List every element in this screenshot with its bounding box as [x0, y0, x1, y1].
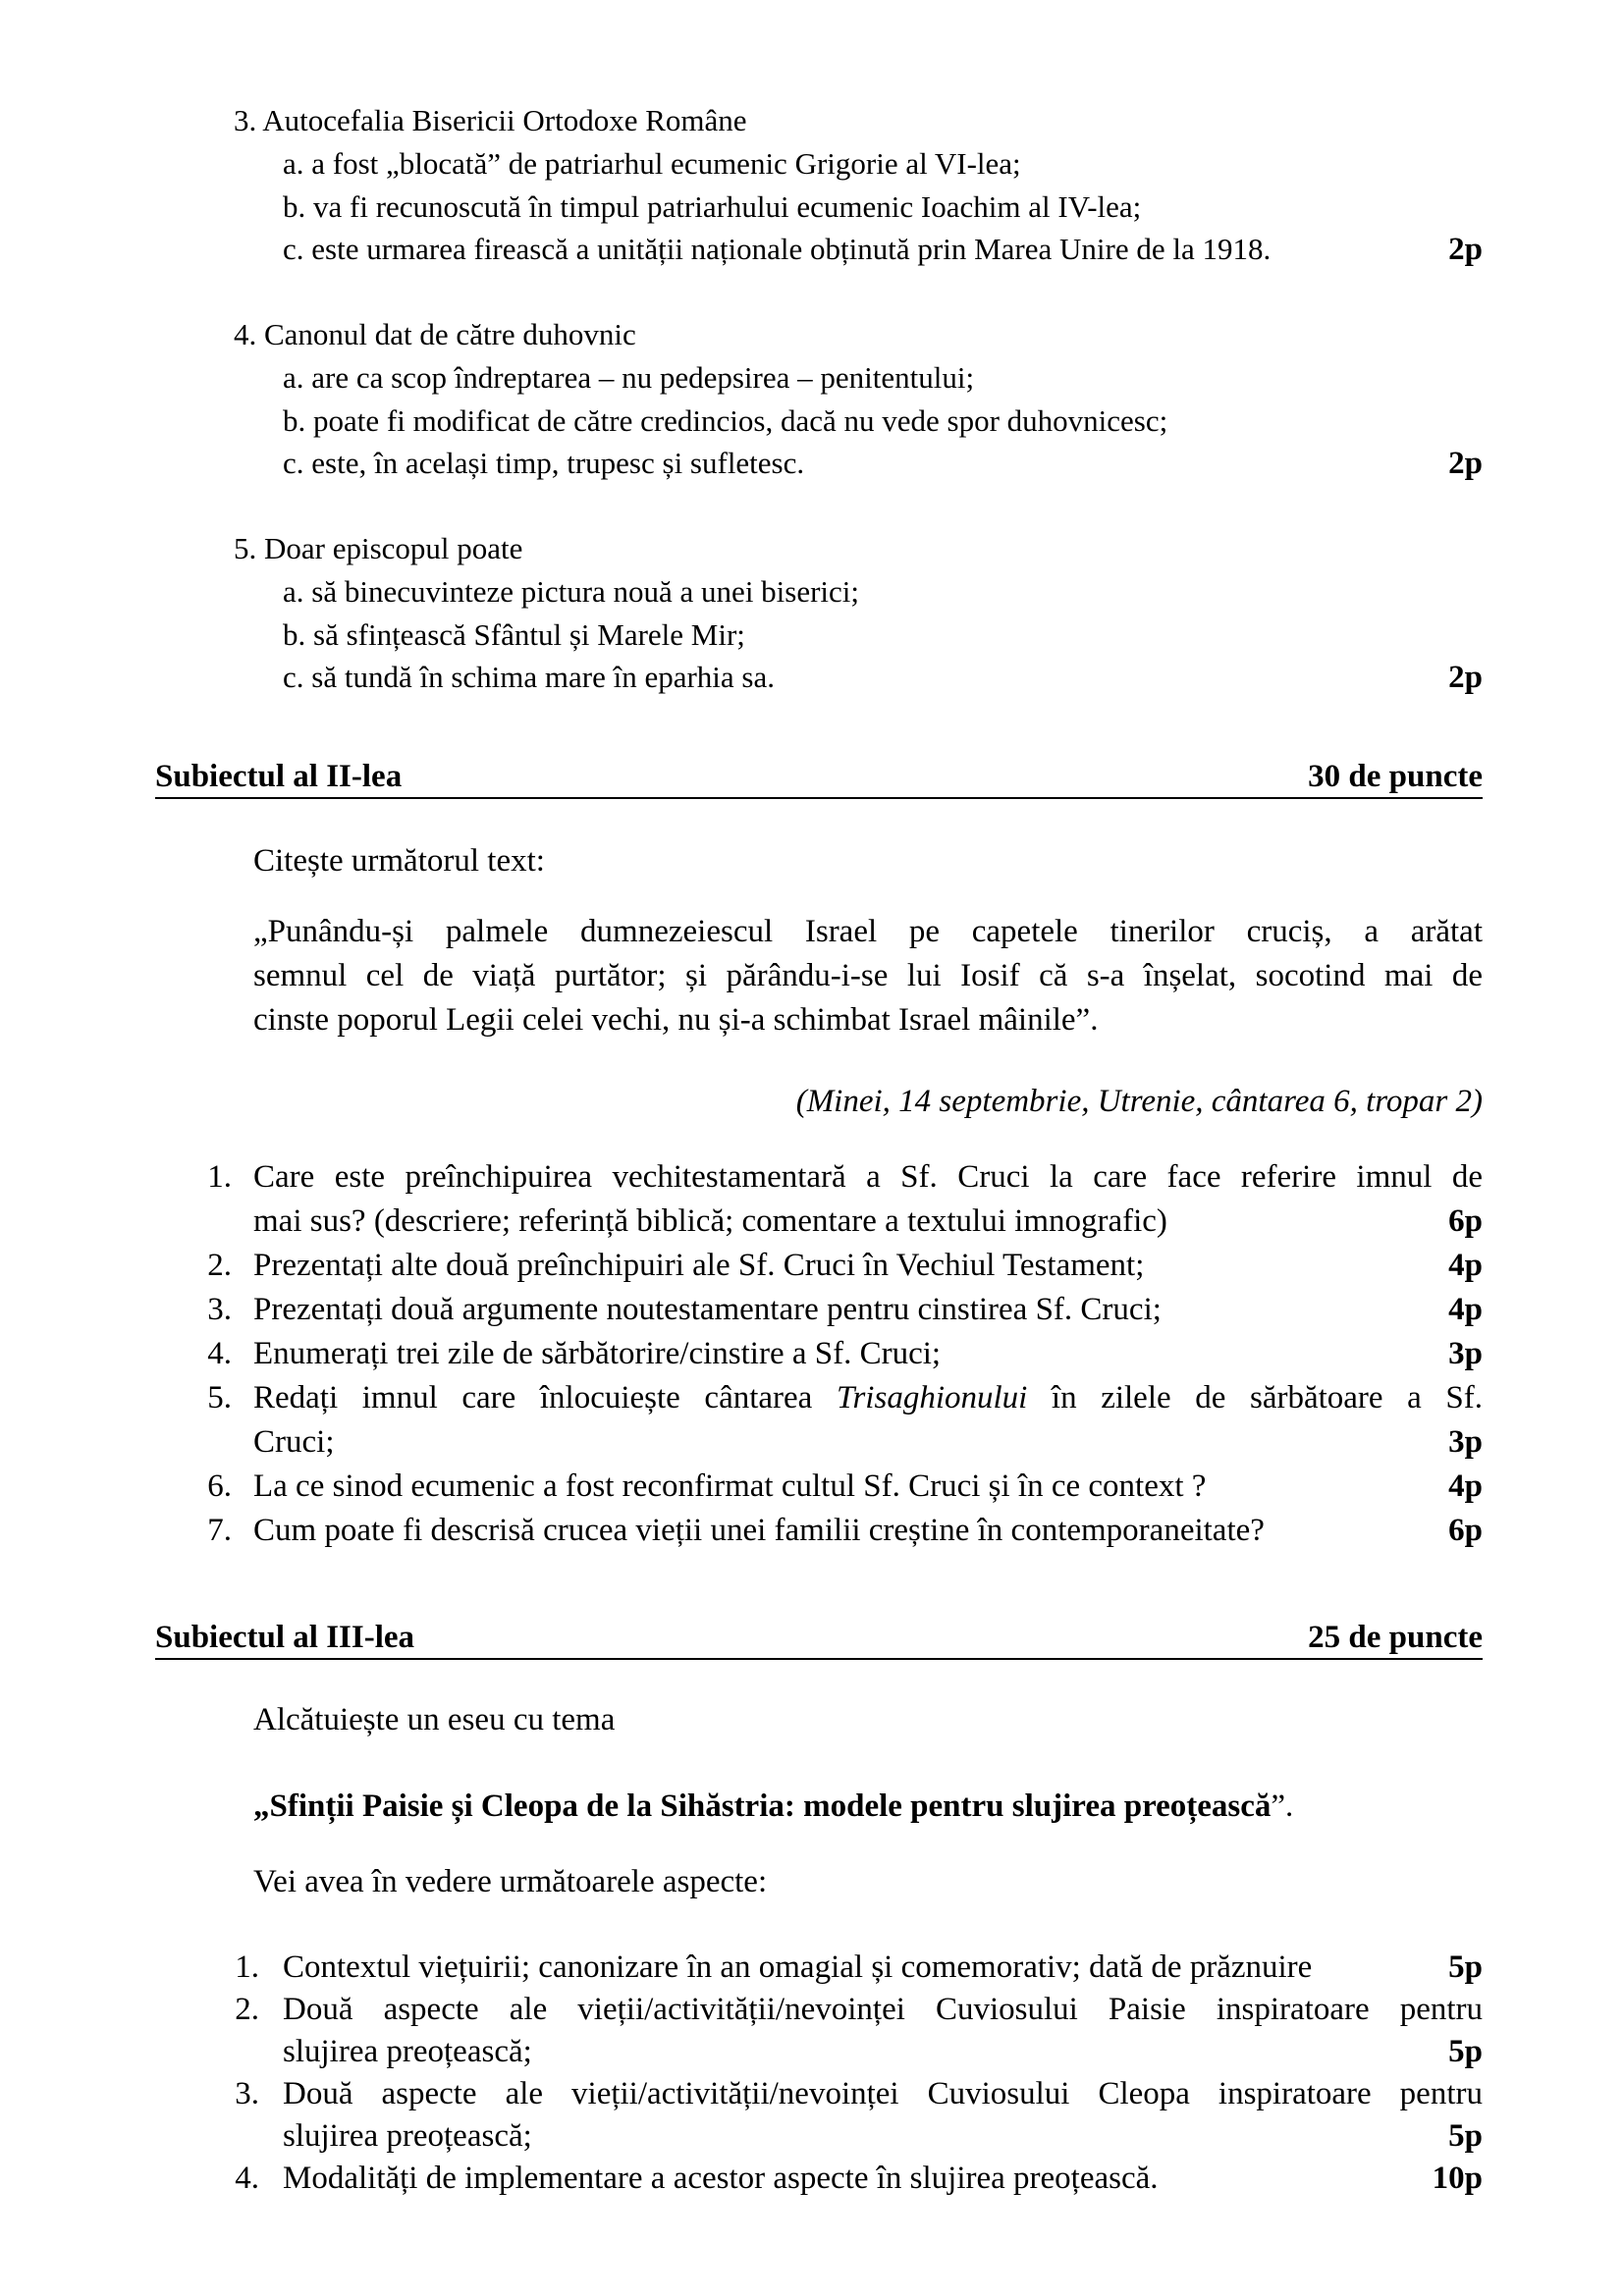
- quote-line-2: semnul cel de viață purtător; și părându-i-se lui Iosif că s-a înșelat, socotind mai de: [253, 958, 1483, 993]
- s2-item-1-line-1: Care este preînchipuirea vechitestamentară a Sf. Cruci la care face referire imnul de: [253, 1159, 1483, 1195]
- s2-item-6-points: 4p: [1448, 1468, 1483, 1504]
- quote-line-3: cinste poporul Legii celei vechi, nu și-a schimbat Israel mâinile”.: [253, 1002, 1099, 1038]
- question-4-points: 2p: [1448, 446, 1483, 481]
- question-4-option-c: c. este, în același timp, trupesc și sufletesc.: [283, 446, 805, 480]
- section-2-title: Subiectul al II-lea: [155, 759, 403, 794]
- question-3-title: 3. Autocefalia Bisericii Ortodoxe Române: [234, 103, 747, 137]
- s2-item-5-italic-term: Trisaghionului: [836, 1380, 1028, 1415]
- s2-item-2-text: Prezentați alte două preînchipuiri ale Sf. Cruci în Vechiul Testament;: [253, 1248, 1145, 1283]
- s2-item-2-points: 4p: [1448, 1248, 1483, 1283]
- s3-item-2-points: 5p: [1448, 2034, 1483, 2069]
- question-3-option-a: a. a fost „blocată” de patriarhul ecumenic Grigorie al VI-lea;: [283, 146, 1021, 181]
- s3-item-3-line-2: slujirea preoțească;: [283, 2118, 532, 2154]
- question-5-option-a: a. să binecuvinteze pictura nouă a unei biserici;: [283, 574, 860, 609]
- s2-item-6-number: 6.: [207, 1468, 232, 1504]
- s2-item-5-line-1: [253, 1376, 1483, 1419]
- s2-item-7-number: 7.: [207, 1513, 232, 1548]
- section-3-header: [155, 1615, 1483, 1660]
- essay-theme-title: „Sfinții Paisie și Cleopa de la Sihăstria: modele pentru slujirea preoțească: [253, 1789, 1272, 1824]
- question-5-title: 5. Doar episcopul poate: [234, 531, 523, 565]
- s2-item-1-points: 6p: [1448, 1203, 1483, 1239]
- s3-item-3-line-1: Două aspecte ale vieții/activității/nevoinței Cuviosului Cleopa inspiratoare pentru: [283, 2076, 1483, 2111]
- s3-item-2-line-2: slujirea preoțească;: [283, 2034, 532, 2069]
- s3-item-1-points: 5p: [1448, 1949, 1483, 1985]
- s2-item-5-points: 3p: [1448, 1424, 1483, 1460]
- s2-item-1-number: 1.: [207, 1159, 232, 1195]
- s2-item-5-text-a: Redați imnul care înlocuiește cântarea: [253, 1380, 837, 1415]
- question-4-option-a: a. are ca scop îndreptarea – nu pedepsirea – penitentului;: [283, 360, 975, 395]
- question-5-option-c: c. să tundă în schima mare în eparhia sa.: [283, 660, 775, 694]
- essay-theme: [253, 1785, 1293, 1828]
- section-3-points: 25 de puncte: [1308, 1620, 1483, 1655]
- s3-item-2-number: 2.: [235, 1992, 259, 2027]
- s2-item-7-points: 6p: [1448, 1513, 1483, 1548]
- question-3-option-b: b. va fi recunoscută în timpul patriarhului ecumenic Ioachim al IV-lea;: [283, 189, 1142, 224]
- s3-item-4-number: 4.: [235, 2161, 259, 2196]
- section-2-points: 30 de puncte: [1308, 759, 1483, 794]
- s3-item-4-text: Modalități de implementare a acestor aspecte în slujirea preoțească.: [283, 2161, 1159, 2196]
- section-3-title: Subiectul al III-lea: [155, 1620, 415, 1655]
- s2-item-5-line-2: Cruci;: [253, 1424, 335, 1460]
- s2-item-1-line-2: mai sus? (descriere; referință biblică; comentare a textului imnografic): [253, 1203, 1167, 1239]
- s3-item-4-points: 10p: [1432, 2161, 1483, 2196]
- s3-item-1-number: 1.: [235, 1949, 259, 1985]
- s2-item-3-points: 4p: [1448, 1292, 1483, 1327]
- question-4-title: 4. Canonul dat de către duhovnic: [234, 317, 636, 351]
- s3-item-2-line-1: Două aspecte ale vieții/activității/nevoinței Cuviosului Paisie inspiratoare pentru: [283, 1992, 1483, 2027]
- question-5-points: 2p: [1448, 660, 1483, 695]
- essay-theme-end: ”.: [1271, 1789, 1294, 1824]
- s2-item-5-text-b: în zilele de sărbătoare a Sf.: [1027, 1380, 1484, 1415]
- question-4-option-b: b. poate fi modificat de către credincios, dacă nu vede spor duhovnicesc;: [283, 403, 1168, 438]
- s2-item-4-text: Enumerați trei zile de sărbătorire/cinstire a Sf. Cruci;: [253, 1336, 942, 1371]
- section-2-intro: Citește următorul text:: [253, 843, 545, 879]
- s2-item-3-text: Prezentați două argumente noutestamentare pentru cinstirea Sf. Cruci;: [253, 1292, 1162, 1327]
- s3-item-1-text: Contextul viețuirii; canonizare în an omagial și comemorativ; dată de prăznuire: [283, 1949, 1313, 1985]
- s3-item-3-points: 5p: [1448, 2118, 1483, 2154]
- s2-item-4-points: 3p: [1448, 1336, 1483, 1371]
- s3-item-3-number: 3.: [235, 2076, 259, 2111]
- question-3-option-c: c. este urmarea firească a unității naționale obținută prin Marea Unire de la 1918.: [283, 232, 1272, 266]
- quote-source: (Minei, 14 septembrie, Utrenie, cântarea 6, tropar 2): [795, 1084, 1483, 1119]
- quote-line-1: „Punându-și palmele dumnezeiescul Israel pe capetele tinerilor cruciș, a arătat: [253, 914, 1483, 949]
- section-3-intro: Alcătuiește un eseu cu tema: [253, 1702, 616, 1737]
- question-5-option-b: b. să sfințească Sfântul și Marele Mir;: [283, 617, 745, 652]
- s2-item-6-text: La ce sinod ecumenic a fost reconfirmat cultul Sf. Cruci și în ce context ?: [253, 1468, 1207, 1504]
- s2-item-3-number: 3.: [207, 1292, 232, 1327]
- section-2-header: [155, 754, 1483, 799]
- question-3-points: 2p: [1448, 232, 1483, 267]
- s2-item-7-text: Cum poate fi descrisă crucea vieții unei familii creștine în contemporaneitate?: [253, 1513, 1265, 1548]
- s2-item-4-number: 4.: [207, 1336, 232, 1371]
- aspects-intro: Vei avea în vedere următoarele aspecte:: [253, 1864, 768, 1899]
- s2-item-5-number: 5.: [207, 1380, 232, 1415]
- s2-item-2-number: 2.: [207, 1248, 232, 1283]
